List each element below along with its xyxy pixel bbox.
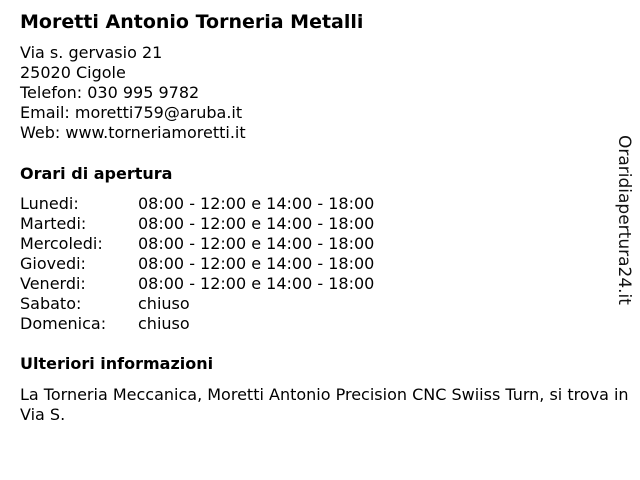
day-label: Lunedi:: [20, 194, 79, 213]
hours-value: 08:00 - 12:00 e 14:00 - 18:00: [138, 214, 375, 233]
street-address: Via s. gervasio 21: [20, 43, 163, 62]
day-label: Domenica:: [20, 314, 107, 333]
info-description: La Torneria Meccanica, Moretti Antonio Precision CNC Swiiss Turn, si trova in Via S.: [20, 385, 629, 424]
phone-line: Telefon: 030 995 9782: [20, 83, 200, 102]
web-line: Web: www.torneriamoretti.it: [20, 123, 246, 142]
site-watermark: Oraridiapertura24.it: [614, 135, 634, 305]
page-title: Moretti Antonio Torneria Metalli: [20, 11, 364, 33]
email-line: Email: moretti759@aruba.it: [20, 103, 243, 122]
hours-value: 08:00 - 12:00 e 14:00 - 18:00: [138, 194, 375, 213]
hours-value: 08:00 - 12:00 e 14:00 - 18:00: [138, 234, 375, 253]
day-label: Mercoledi:: [20, 234, 103, 253]
hours-heading: Orari di apertura: [20, 164, 173, 183]
hours-value: chiuso: [138, 314, 190, 333]
day-label: Sabato:: [20, 294, 82, 313]
info-heading: Ulteriori informazioni: [20, 354, 214, 373]
hours-value: 08:00 - 12:00 e 14:00 - 18:00: [138, 254, 375, 273]
day-label: Giovedi:: [20, 254, 86, 273]
hours-value: 08:00 - 12:00 e 14:00 - 18:00: [138, 274, 375, 293]
day-label: Martedi:: [20, 214, 87, 233]
day-label: Venerdi:: [20, 274, 86, 293]
postal-city: 25020 Cigole: [20, 63, 126, 82]
address-block: [20, 43, 246, 143]
hours-value: chiuso: [138, 294, 190, 313]
